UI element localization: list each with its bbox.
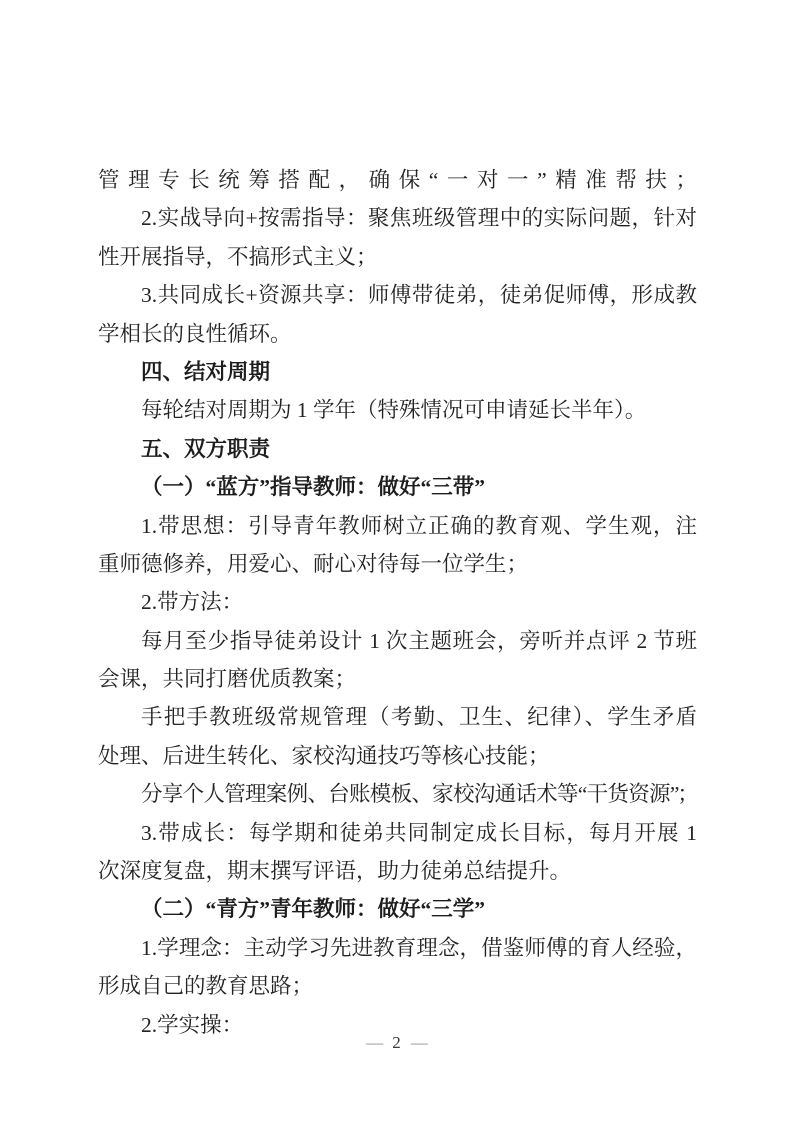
para-line: 1.学理念：主动学习先进教育理念，借鉴师傅的育人经验，	[141, 935, 697, 960]
para-line: 手把手教班级常规管理（考勤、卫生、纪律）、学生矛盾	[141, 705, 697, 730]
para-line: 学相长的良性循环。	[98, 321, 292, 346]
document-body	[98, 161, 697, 1044]
footer-dash-right: —	[410, 1033, 427, 1052]
para-line: 3.共同成长+资源共享：师傅带徒弟，徒弟促师傅，形成教	[141, 283, 697, 308]
para-line: 会课，共同打磨优质教案；	[98, 667, 357, 692]
page-footer	[0, 1032, 793, 1054]
para-line: 分享个人管理案例、台账模板、家校沟通话术等“干货资源”；	[141, 782, 697, 807]
subsection-heading-mentee: （二）“青方”青年教师：做好“三学”	[141, 897, 486, 922]
para-line: 2.学实操：	[141, 1012, 244, 1037]
para-line: 处理、后进生转化、家校沟通技巧等核心技能；	[98, 743, 550, 768]
para-line: 3.带成长：每学期和徒弟共同制定成长目标，每月开展 1	[141, 820, 697, 845]
subsection-heading-mentor: （一）“蓝方”指导教师：做好“三带”	[141, 475, 486, 500]
para-line: 性开展指导，不搞形式主义；	[98, 244, 378, 269]
para-line: 形成自己的教育思路；	[98, 974, 314, 999]
footer-dash-left: —	[366, 1033, 383, 1052]
section-heading-pairing-cycle: 四、结对周期	[141, 359, 271, 384]
para-line: 次深度复盘，期末撰写评语，助力徒弟总结提升。	[98, 859, 572, 884]
para-line: 每月至少指导徒弟设计 1 次主题班会，旁听并点评 2 节班	[141, 628, 697, 653]
para-line: 1.带思想：引导青年教师树立正确的教育观、学生观，注	[141, 513, 697, 538]
para-line: 每轮结对周期为 1 学年（特殊情况可申请延长半年）。	[141, 398, 647, 423]
para-line: 重师德修养，用爱心、耐心对待每一位学生；	[98, 551, 529, 576]
para-line: 2.带方法：	[141, 590, 244, 615]
page-number: 2	[392, 1033, 401, 1052]
para-continuation-line: 管理专长统筹搭配，确保“一对一”精准帮扶；	[98, 168, 697, 192]
section-heading-duties: 五、双方职责	[141, 436, 271, 461]
para-line: 2.实战导向+按需指导：聚焦班级管理中的实际问题，针对	[141, 206, 697, 231]
